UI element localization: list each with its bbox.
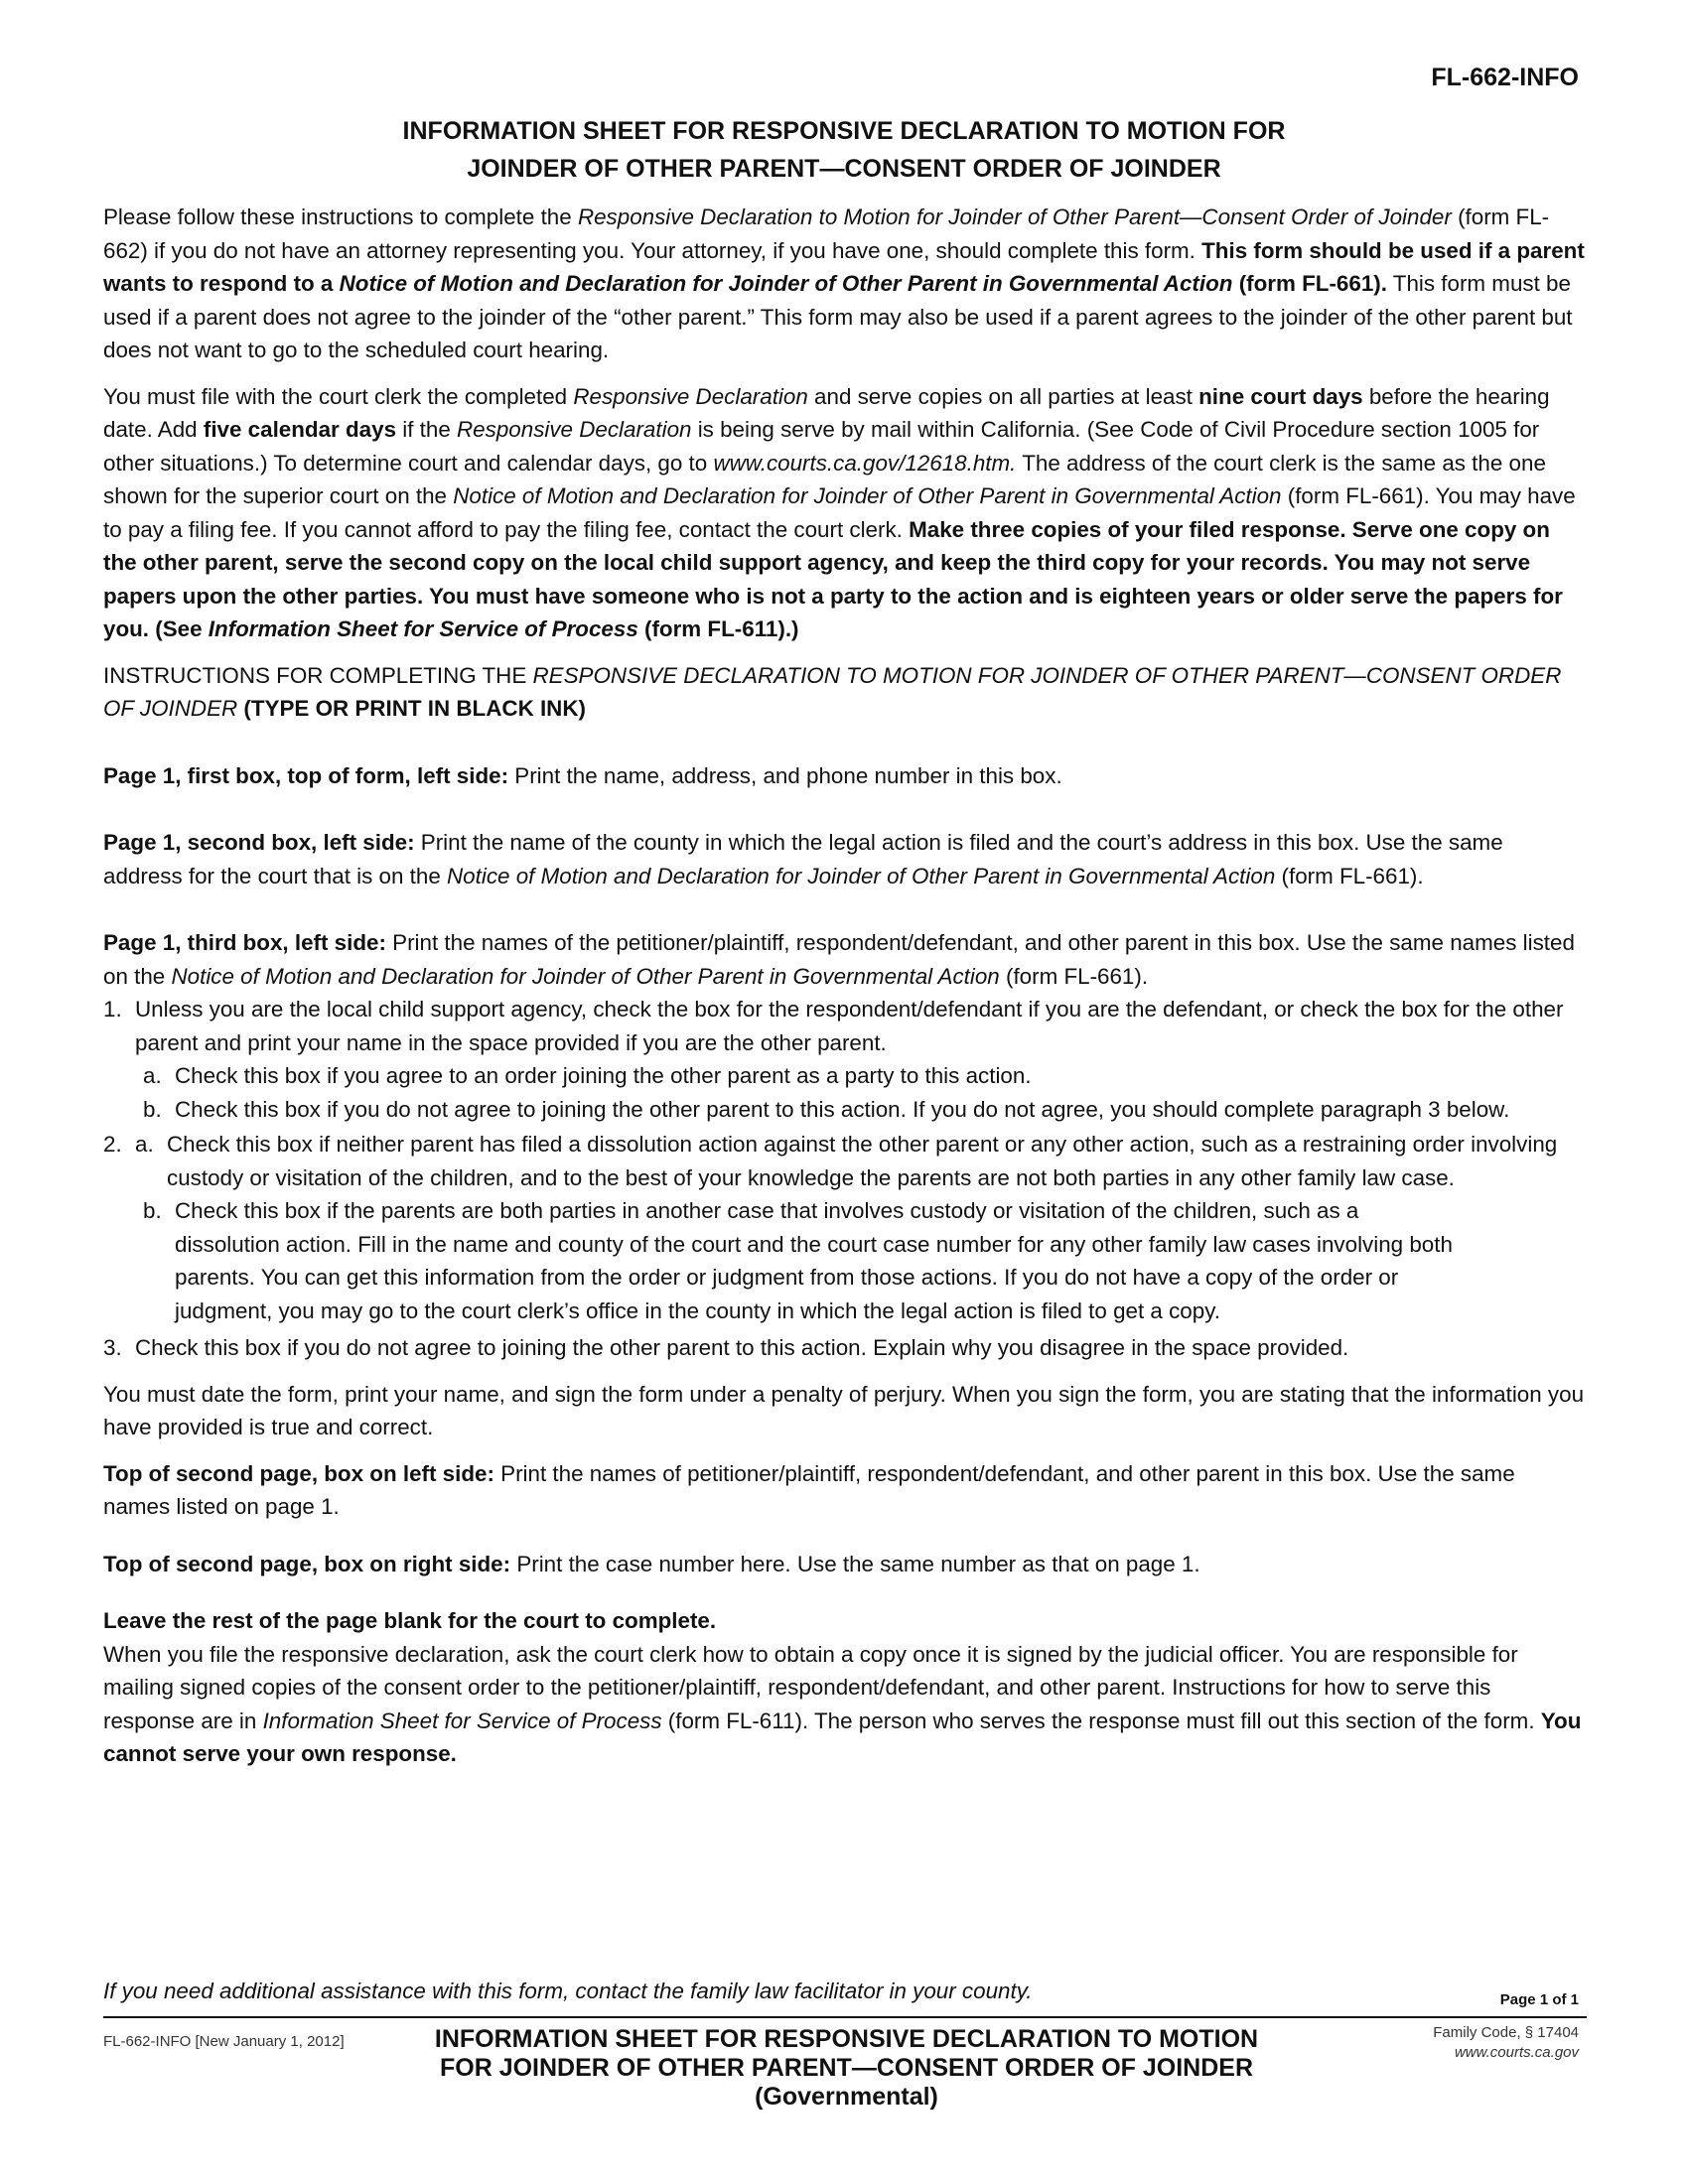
text: You must file with the court clerk the completed (103, 383, 574, 409)
text: Print the case number here. Use the same number as that on page 1. (510, 1551, 1200, 1576)
title-line-1: INFORMATION SHEET FOR RESPONSIVE DECLARATION TO MOTION FOR (402, 117, 1286, 145)
page-number: Page 1 of 1 (1499, 1991, 1579, 2008)
text: (form FL-662) if you do not have an attorney representing you. Your attorney, if you have one, should complete this form. (103, 205, 1550, 263)
page2-right-box-instruction (103, 1548, 1587, 1581)
item-text: Check this box if neither parent has filed a dissolution action against the other parent or any other action, such as a restraining order involving custody or visitation of the children, and to the best of your knowledge the parents are not both parties in any other family law case. (167, 1132, 1558, 1190)
intro-paragraph-2 (103, 380, 1587, 646)
final-paragraph (103, 1638, 1587, 1771)
box-label: Top of second page, box on right side: (103, 1551, 511, 1576)
box-label: Page 1, first box, top of form, left side: (103, 762, 509, 788)
box2-instruction (103, 826, 1587, 892)
text: When you file the responsive declaration, ask the court clerk how to obtain a copy once it is signed by the judicial officer. You are responsible for mailing signed copies of the consent order to the petitioner/plaintiff, respondent/defendant, and other parent. Instructions for how to serve this response are in (103, 1641, 1518, 1733)
text: Print the names of petitioner/plaintiff, respondent/defendant, and other parent in this box. Use the same names listed on page 1. (103, 1460, 1515, 1519)
item-text: Check this box if you do not agree to joining the other parent to this action. Explain why you disagree in the space provided. (135, 1335, 1349, 1360)
signature-instruction: You must date the form, print your name, and sign the form under a penalty of perjury. When you sign the form, you are stating that the information you have provided is true and correct. (103, 1381, 1585, 1439)
item-text: Check this box if you do not agree to joining the other parent to this action. If you do not agree, you should complete paragraph 3 below. (175, 1096, 1510, 1122)
text: Please follow these instructions to complete the (103, 205, 578, 229)
text: Print the names of the petitioner/plaintiff, respondent/defendant, and other parent in this box. Use the same names listed on the (103, 930, 1575, 989)
text: (form FL-661). (999, 963, 1149, 989)
form-title-ref: Notice of Motion and Declaration for Joinder of Other Parent in Governmental Action (339, 271, 1233, 296)
page-title (0, 112, 1688, 188)
box-label: Top of second page, box on left side: (103, 1460, 494, 1486)
intro-paragraph-1 (103, 201, 1587, 367)
footer-title-line-1: INFORMATION SHEET FOR RESPONSIVE DECLARATION TO MOTION (434, 2025, 1259, 2053)
bold-text: nine court days (1198, 383, 1363, 409)
item-number: 3. (103, 1335, 122, 1360)
text: (form FL-611). The person who serves the response must fill out this section of the form. (661, 1707, 1541, 1733)
list-item-3 (103, 1331, 1587, 1365)
heading-text: (TYPE OR PRINT IN BLACK INK) (237, 696, 586, 721)
list-item-1b (143, 1093, 1587, 1127)
form-title-ref: Notice of Motion and Declaration for Joinder of Other Parent in Governmental Action (453, 483, 1282, 508)
instructions-body (103, 201, 1587, 1771)
instructions-heading (103, 659, 1587, 726)
item-letter: a. (143, 1063, 162, 1088)
form-title-ref: Information Sheet for Service of Process (262, 1707, 662, 1733)
form-title-ref: Responsive Declaration to Motion for Joinder of Other Parent—Consent Order of Joinder (577, 205, 1452, 229)
item-number: 1. (103, 997, 122, 1022)
box-label: Page 1, second box, left side: (103, 830, 415, 855)
bold-text: five calendar days (203, 417, 397, 442)
code-citation: Family Code, § 17404 (1433, 2024, 1579, 2041)
form-title-ref: Responsive Declaration (573, 383, 808, 409)
footer-title-line-3: (Governmental) (755, 2083, 938, 2111)
text: Print the name, address, and phone number in this box. (508, 762, 1062, 788)
box-label: Page 1, third box, left side: (103, 930, 386, 955)
page2-left-box-instruction (103, 1457, 1587, 1524)
form-title-ref: Notice of Motion and Declaration for Joinder of Other Parent in Governmental Action (171, 963, 1000, 989)
website-link[interactable]: www.courts.ca.gov (1454, 2044, 1579, 2061)
bold-text: Make three copies of your filed response. Serve one copy on the other parent, serve the second copy on the local child support agency, and keep the third copy for your records. You may not serve papers upon the other parties. You must have someone who is not a party to the action and is eighteen years or older serve the papers for you. (See (103, 516, 1563, 641)
item-letter: b. (143, 1096, 162, 1122)
item-letter: b. (143, 1198, 162, 1223)
blank-area-heading: Leave the rest of the page blank for the court to complete. (103, 1608, 717, 1633)
form-title-ref: Notice of Motion and Declaration for Joinder of Other Parent in Governmental Action (447, 863, 1276, 888)
numbered-list (103, 993, 1587, 1365)
box1-instruction (103, 759, 1587, 793)
box3-instruction (103, 926, 1587, 993)
item-text: Check this box if the parents are both parties in another case that involves custody or visitation of the children, such as a dissolution action. Fill in the name and county of the court and the court case number for any other family law cases involving both parents. You can get this information from the order or judgment from those actions. If you do not have a copy of the order or judgment, you may go to the court clerk’s office in the county in which the legal action is filed to get a copy. (175, 1198, 1453, 1323)
text: if the (396, 417, 458, 442)
form-id: FL-662-INFO (1431, 64, 1579, 91)
text: before the hearing date. Add (103, 383, 1550, 442)
text: and serve copies on all parties at least (807, 383, 1199, 409)
form-title-ref: RESPONSIVE DECLARATION TO MOTION FOR JOINDER OF OTHER PARENT—CONSENT ORDER OF JOINDER (103, 662, 1562, 721)
list-item-2 (103, 1128, 1587, 1327)
courts-link[interactable]: www.courts.ca.gov/12618.htm. (713, 450, 1017, 476)
item-letter: a. (135, 1132, 154, 1157)
text: The address of the court clerk is the same as the one shown for the superior court on the (103, 450, 1546, 508)
item-number: 2. (103, 1132, 122, 1157)
footer-title-line-2: FOR JOINDER OF OTHER PARENT—CONSENT ORDER OF JOINDER (439, 2054, 1254, 2082)
legal-citation (1433, 2023, 1579, 2063)
text: is being serve by mail within California. (See Code of Civil Procedure section 1005 for other situations.) To determine court and calendar days, go to (103, 417, 1540, 476)
footer-title (357, 2025, 1336, 2112)
list-item-1 (103, 993, 1587, 1126)
list-item-1a (143, 1059, 1587, 1093)
list-item-2a (135, 1128, 1587, 1194)
bold-text: This form should be used if a parent wants to respond to a (103, 237, 1585, 296)
form-title-ref: Information Sheet for Service of Process (208, 616, 638, 641)
bold-text: (form FL-611).) (637, 616, 799, 641)
text: Print the name of the county in which the legal action is filed and the court’s address in this box. Use the same address for the court that is on the (103, 830, 1503, 888)
item-text: Check this box if you agree to an order joining the other parent as a party to this action. (175, 1063, 1032, 1088)
facilitator-note: If you need additional assistance with this form, contact the family law facilitator in your county. (103, 1979, 1033, 2003)
revision-date: FL-662-INFO [New January 1, 2012] (103, 2033, 345, 2050)
list-item-2b (143, 1194, 1456, 1327)
text: This form must be used if a parent does not agree to the joinder of the “other parent.” This form may also be used if a parent agrees to the joinder of the other parent but does not want to go to the scheduled court hearing. (103, 271, 1573, 362)
item-text: Unless you are the local child support agency, check the box for the respondent/defendant if you are the defendant, or check the box for the other parent and print your name in the space provided if you are the other parent. (135, 997, 1564, 1055)
heading-text: INSTRUCTIONS FOR COMPLETING THE (103, 662, 533, 688)
bold-text: (form FL-661). (1232, 271, 1387, 296)
text: (form FL-661). You may have to pay a filing fee. If you cannot afford to pay the filing fee, contact the court clerk. (103, 483, 1576, 542)
text: (form FL-661). (1275, 863, 1424, 888)
title-line-2: JOINDER OF OTHER PARENT—CONSENT ORDER OF JOINDER (467, 155, 1221, 183)
form-title-ref: Responsive Declaration (457, 417, 692, 442)
footer-divider (103, 2016, 1587, 2018)
bold-text: You cannot serve your own response. (103, 1707, 1582, 1766)
